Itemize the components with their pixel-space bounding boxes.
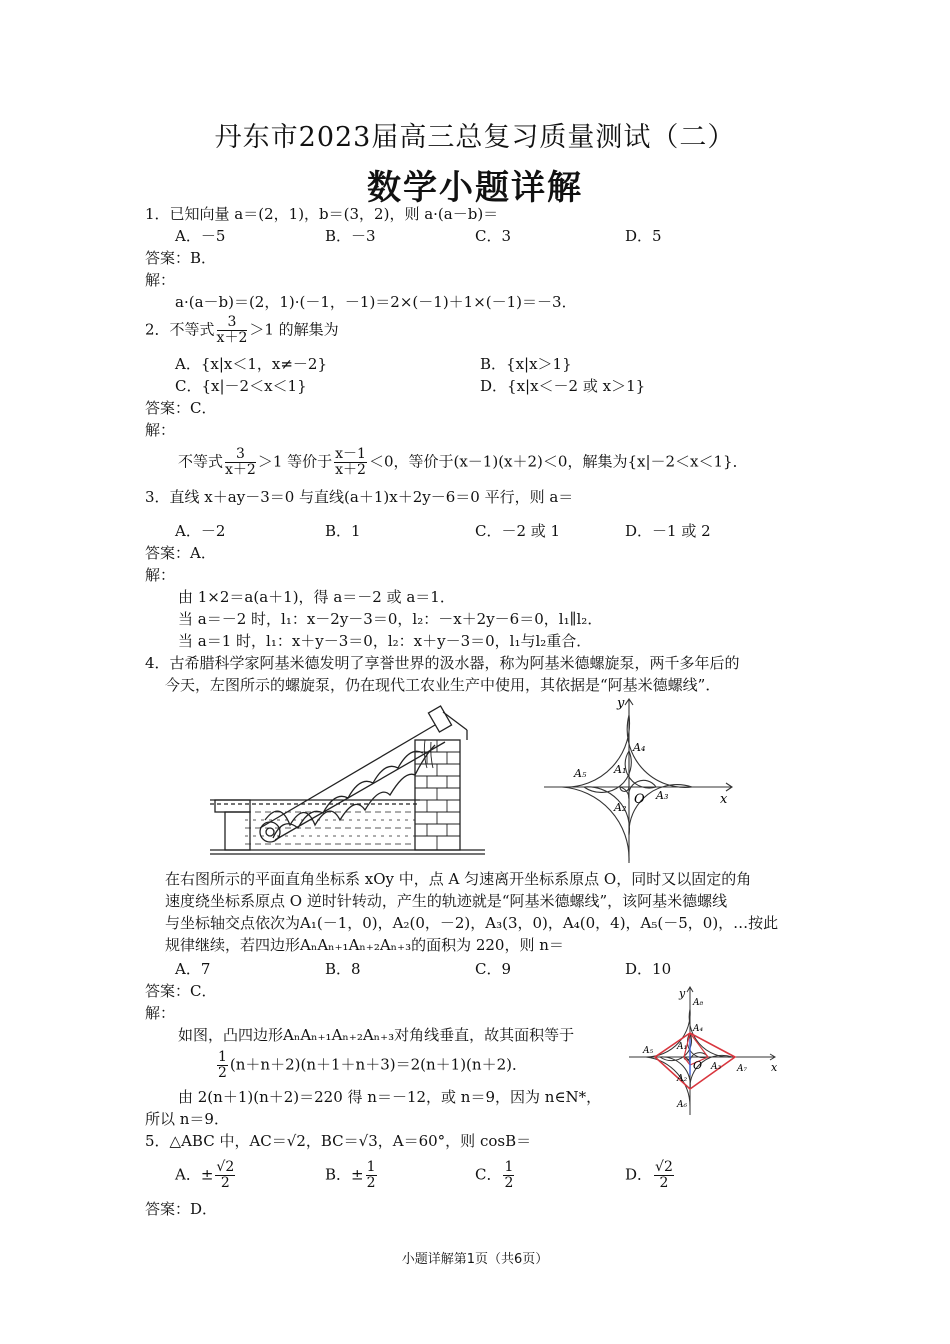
q4-solution-line-4: 所以 n＝9． xyxy=(145,1110,229,1128)
q2-sol-pre: 不等式 xyxy=(178,452,224,471)
q2-sol-mid: ＞1 等价于 xyxy=(257,452,333,471)
sol-a3-label: A₃ xyxy=(711,1062,722,1072)
q4-solution-line-3: 由 2(n＋1)(n＋2)＝220 得 n＝－12，或 n＝9，因为 n∈N*， xyxy=(178,1088,602,1106)
q2-option-d: D．{x|x＜－2 或 x＞1} xyxy=(480,377,646,395)
q5-opt-c-num: 1 xyxy=(504,1159,514,1175)
q3-option-b: B．1 xyxy=(325,522,361,540)
q2-sol-frac2 xyxy=(334,447,367,478)
q3-option-c: C．－2 或 1 xyxy=(475,522,561,540)
q2-sol-frac1 xyxy=(225,447,256,478)
q5-opt-b-pre: B．± xyxy=(325,1165,364,1184)
q3-answer: 答案：A． xyxy=(145,544,216,562)
x-axis-label: x xyxy=(720,792,728,807)
q3-option-a: A．－2 xyxy=(175,522,226,540)
q5-opt-a-pre: A．± xyxy=(175,1165,214,1184)
q5-opt-c-pre: C． xyxy=(475,1165,502,1184)
q2-option-c: C．{x|－2＜x＜1} xyxy=(175,377,307,395)
q5-option-c xyxy=(475,1160,516,1191)
point-a1-label: A₁ xyxy=(614,763,627,776)
point-a5-label: A₅ xyxy=(574,767,587,780)
q5-opt-d-den: 2 xyxy=(659,1175,669,1191)
q1-answer: 答案：B． xyxy=(145,249,217,267)
q5-opt-d-num: √2 xyxy=(655,1159,673,1175)
q2-sol-frac1-num: 3 xyxy=(225,447,256,463)
sol-a4-label: A₄ xyxy=(693,1024,704,1034)
sol-y-label: y xyxy=(679,987,686,1000)
q5-answer: 答案：D． xyxy=(145,1200,218,1218)
q1-option-d: D．5 xyxy=(625,227,662,245)
q3-stem: 3．直线 x＋ay－3＝0 与直线(a＋1)x＋2y－6＝0 平行，则 a＝ xyxy=(145,488,574,506)
sol-a8-label: A₈ xyxy=(693,998,704,1008)
q5-option-a xyxy=(175,1160,237,1191)
sol-a1-label: A₁ xyxy=(677,1042,688,1052)
point-a3-label: A₃ xyxy=(656,789,669,802)
q5-opt-d-frac xyxy=(654,1160,674,1191)
q4-stem-line-2: 今天，左图所示的螺旋泵，仍在现代工农业生产中使用，其依据是“阿基米德螺线”． xyxy=(165,676,721,694)
sol-a2-label: A₂ xyxy=(677,1074,688,1084)
q5-opt-c-den: 2 xyxy=(504,1175,514,1191)
q2-frac-den: x＋2 xyxy=(216,330,248,346)
q5-stem: 5．△ABC 中，AC＝√2，BC＝√3，A＝60°，则 cosB＝ xyxy=(145,1132,532,1150)
q3-solution-line-2: 当 a＝－2 时，l₁：x－2y－3＝0，l₂：－x＋2y－6＝0，l₁∥l₂． xyxy=(178,610,603,628)
spiral-curve xyxy=(562,715,692,861)
q5-opt-b-frac xyxy=(366,1160,377,1191)
sol-a6-label: A₆ xyxy=(677,1100,688,1110)
q4-solution-line-2 xyxy=(215,1050,527,1081)
q2-sol-frac1-den: x＋2 xyxy=(225,462,256,478)
q2-stem-post: ＞1 的解集为 xyxy=(249,320,339,339)
q3-solution-line-1: 由 1×2＝a(a＋1)，得 a＝－2 或 a＝1． xyxy=(178,588,455,606)
q2-stem-pre: 2．不等式 xyxy=(145,320,215,339)
sol-spiral-curve xyxy=(646,1009,732,1107)
q2-stem xyxy=(145,315,339,346)
q4-answer: 答案：C． xyxy=(145,982,217,1000)
q1-stem: 1．已知向量 a＝(2，1)，b＝(3，2)，则 a·(a－b)＝ xyxy=(145,205,499,223)
q2-solution xyxy=(178,447,748,478)
sol-x-label: x xyxy=(771,1061,778,1074)
q1-solution-label: 解： xyxy=(145,271,176,289)
sol-a5-label: A₅ xyxy=(643,1046,654,1056)
q5-opt-a-frac xyxy=(215,1160,235,1191)
q4-para-line-4: 规律继续，若四边形AₙAₙ₊₁Aₙ₊₂Aₙ₊₃的面积为 220，则 n＝ xyxy=(165,936,564,954)
q1-option-c: C．3 xyxy=(475,227,512,245)
q4-option-a: A．7 xyxy=(175,960,211,978)
q4-stem-line-1: 4．古希腊科学家阿基米德发明了享誉世界的汲水器，称为阿基米德螺旋泵，两千多年后的 xyxy=(145,654,740,672)
q4-option-c: C．9 xyxy=(475,960,512,978)
sol-a7-label: A₇ xyxy=(737,1064,748,1074)
q4-para-line-2: 速度绕坐标系原点 O 逆时针转动，产生的轨迹就是“阿基米德螺线”，该阿基米德螺线 xyxy=(165,892,728,910)
q4-half-fraction xyxy=(217,1050,228,1081)
q4-para-line-1: 在右图所示的平面直角坐标系 xOy 中，点 A 匀速离开坐标系原点 O，同时又以固定的角 xyxy=(165,870,752,888)
q5-opt-d-pre: D． xyxy=(625,1165,653,1184)
q3-solution-label: 解： xyxy=(145,566,176,584)
q5-option-b xyxy=(325,1160,379,1191)
document-title: 丹东市2023届高三总复习质量测试（二） xyxy=(214,122,736,153)
q2-fraction xyxy=(217,315,248,346)
origin-label: O xyxy=(634,792,645,807)
q5-opt-a-den: 2 xyxy=(220,1175,230,1191)
q2-option-a: A．{x|x＜1，x≠－2} xyxy=(175,355,328,373)
q2-sol-frac2-den: x＋2 xyxy=(335,462,366,478)
q3-option-d: D．－1 或 2 xyxy=(625,522,711,540)
q2-frac-num: 3 xyxy=(217,315,248,331)
archimedean-spiral-diagram xyxy=(540,695,740,865)
q1-solution: a·(a－b)＝(2，1)·(－1，－1)＝2×(－1)＋1×(－1)＝－3． xyxy=(175,293,577,311)
q4-option-d: D．10 xyxy=(625,960,672,978)
q2-option-b: B．{x|x＞1} xyxy=(480,355,572,373)
q2-solution-label: 解： xyxy=(145,421,176,439)
q5-option-d xyxy=(625,1160,676,1191)
q4-para-line-3: 与坐标轴交点依次为A₁(－1，0)，A₂(0，－2)，A₃(3，0)，A₄(0，4)，A₅(－5，0)，…按此 xyxy=(165,914,779,932)
q4-solution-line-1: 如图，凸四边形AₙAₙ₊₁Aₙ₊₂Aₙ₊₃对角线垂直，故其面积等于 xyxy=(178,1026,575,1044)
sol-origin-label: O xyxy=(693,1059,703,1072)
y-axis-label: y xyxy=(617,696,625,711)
q2-sol-post: ＜0，等价于(x－1)(x＋2)＜0，解集为{x|－2＜x＜1}． xyxy=(368,452,748,471)
q4-sol2-post: (n＋n＋2)(n＋1＋n＋3)＝2(n＋1)(n＋2)． xyxy=(229,1055,527,1074)
q4-half-den: 2 xyxy=(218,1065,227,1081)
q1-option-a: A．－5 xyxy=(175,227,226,245)
q5-opt-c-frac xyxy=(503,1160,514,1191)
q1-option-b: B．－3 xyxy=(325,227,376,245)
q2-sol-frac2-num: x－1 xyxy=(335,446,366,462)
q2-answer: 答案：C． xyxy=(145,399,217,417)
spiral-quadrilateral-diagram xyxy=(625,983,785,1118)
screw-pump-illustration xyxy=(205,700,490,858)
q4-half-num: 1 xyxy=(218,1049,227,1065)
q4-option-b: B．8 xyxy=(325,960,361,978)
q3-solution-line-3: 当 a＝1 时，l₁：x＋y－3＝0，l₂：x＋y－3＝0，l₁与l₂重合． xyxy=(178,632,592,650)
page-footer: 小题详解第1页（共6页） xyxy=(401,1252,549,1267)
q5-opt-a-num: √2 xyxy=(216,1159,235,1175)
document-subtitle: 数学小题详解 xyxy=(367,168,583,208)
point-a2-label: A₂ xyxy=(614,801,627,814)
q4-solution-label: 解： xyxy=(145,1004,176,1022)
point-a4-label: A₄ xyxy=(633,741,646,754)
q5-opt-b-den: 2 xyxy=(366,1175,376,1191)
q5-opt-b-num: 1 xyxy=(366,1159,376,1175)
